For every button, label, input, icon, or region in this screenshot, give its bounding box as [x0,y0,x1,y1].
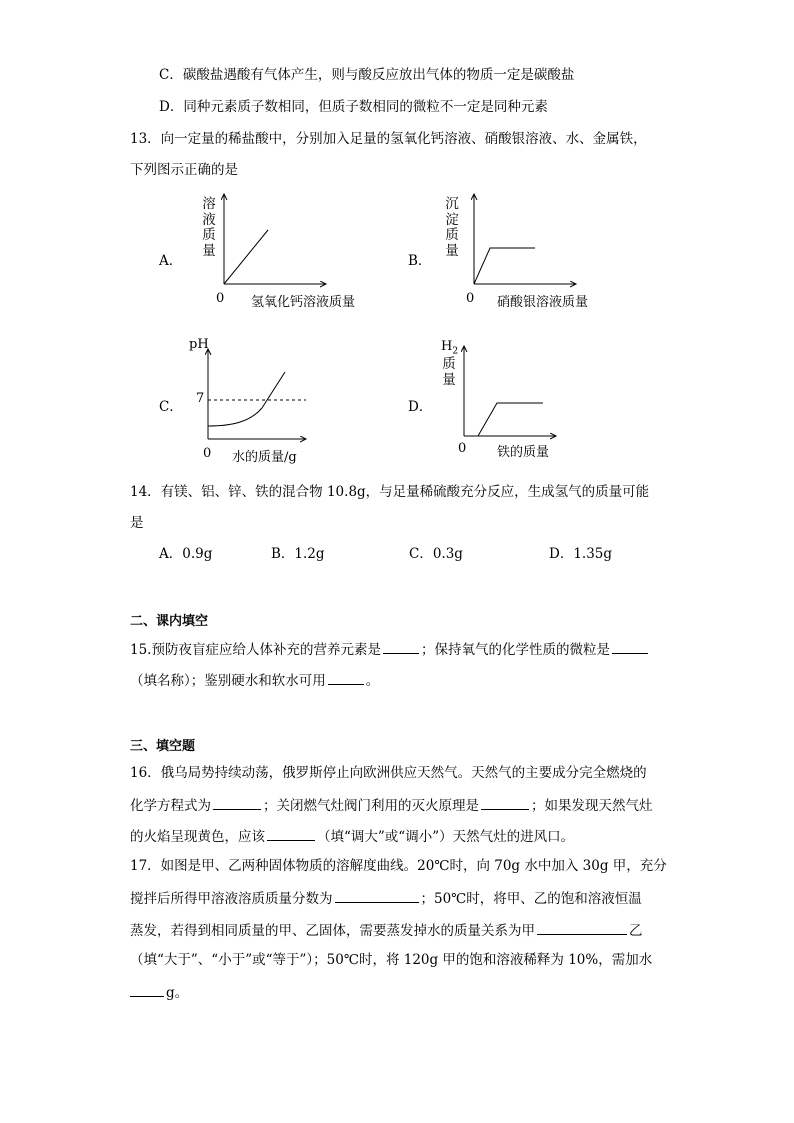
q12-option-c: C．碳酸盐遇酸有气体产生，则与酸反应放出气体的物质一定是碳酸盐 [159,67,575,83]
q16-line3: 的火焰呈现黄色，应该 （填“调大”或“调小”）天然气灶的进风口。 [130,826,574,846]
graph-b-xlabel: 硝酸银溶液质量 [497,295,589,310]
q17-line3: 蒸发，若得到相同质量的甲、乙固体，需要蒸发掉水的质量关系为甲 乙 [130,920,643,940]
q17-line4: （填“大于”、“小于”或“等于”）；50℃时，将 120g 甲的饱和溶液稀释为 10%，需加水 [130,952,653,968]
q17-blank-2 [537,920,627,935]
q16-line2: 化学方程式为 ；关闭燃气灶阀门利用的灭火原理是 ；如果发现天然气灶 [130,795,653,815]
q14-option-b: B．1.2g [271,546,325,562]
graph-c-xlabel: 水的质量/g [232,450,297,465]
q15-blank-3 [328,670,364,685]
graph-d-origin: 0 [458,441,467,456]
q15-blank-1 [383,639,419,654]
graph-b-ylabel: 沉 淀 质 量 [445,196,459,259]
section-3-title: 三、填空题 [130,739,196,754]
q16-blank-1 [213,795,261,810]
q15-line1: 15.预防夜盲症应给人体补充的营养元素是 ；保持氧气的化学性质的微粒是 [130,639,650,659]
graph-b-origin: 0 [466,291,475,306]
q17-blank-3 [130,982,164,997]
q16-blank-3 [267,826,315,841]
section-2-title: 二、课内填空 [130,614,209,629]
q15-line2: （填名称）；鉴别硬水和软水可用 。 [130,670,379,690]
q14-stem-line2: 是 [130,515,144,531]
q14-option-c: C．0.3g [409,546,463,562]
graph-c-label: C． [159,399,183,415]
graph-d-xlabel: 铁的质量 [497,445,550,460]
graph-b-label: B． [408,253,432,269]
q14-stem-line1: 14．有镁、铝、锌、铁的混合物 10.8g，与足量稀硫酸充分反应，生成氢气的质量可能 [130,484,650,500]
q14-option-d: D．1.35g [549,546,613,562]
graph-c-tick-7: 7 [196,391,205,406]
q17-blank-1 [335,888,419,903]
q12-option-d: D．同种元素质子数相同，但质子数相同的微粒不一定是同种元素 [159,99,548,115]
graph-a-ylabel: 溶 液 质 量 [202,196,216,259]
q17-line5: g。 [130,982,188,1002]
graph-c-ylabel: pH [189,337,209,352]
q16-blank-2 [481,795,529,810]
q13-stem-line1: 13．向一定量的稀盐酸中，分别加入足量的氢氧化钙溶液、硝酸银溶液、水、金属铁， [130,131,647,147]
graph-d-label: D． [408,399,433,415]
q15-blank-2 [612,639,648,654]
graph-a-label: A． [159,253,183,269]
graph-d-ylabel: 质 量 [442,356,456,388]
graph-a-origin: 0 [216,291,225,306]
q17-line1: 17．如图是甲、乙两种固体物质的溶解度曲线。20℃时，向 70g 水中加入 30g 甲，充分 [130,858,667,874]
graph-d-curve [478,403,543,436]
q16-line1: 16．俄乌局势持续动荡，俄罗斯停止向欧洲供应天然气。天然气的主要成分完全燃烧的 [130,765,647,781]
graph-a-xlabel: 氢氧化钙溶液质量 [251,295,356,310]
graph-c-origin: 0 [203,446,212,461]
graph-d-ylabel-h2: $H_2$ [441,339,459,357]
q17-line2: 搅拌后所得甲溶液溶质质量分数为 ；50℃时，将甲、乙的饱和溶液恒温 [130,888,642,908]
q14-option-a: A．0.9g [159,546,213,562]
q13-stem-line2: 下列图示正确的是 [130,162,238,178]
